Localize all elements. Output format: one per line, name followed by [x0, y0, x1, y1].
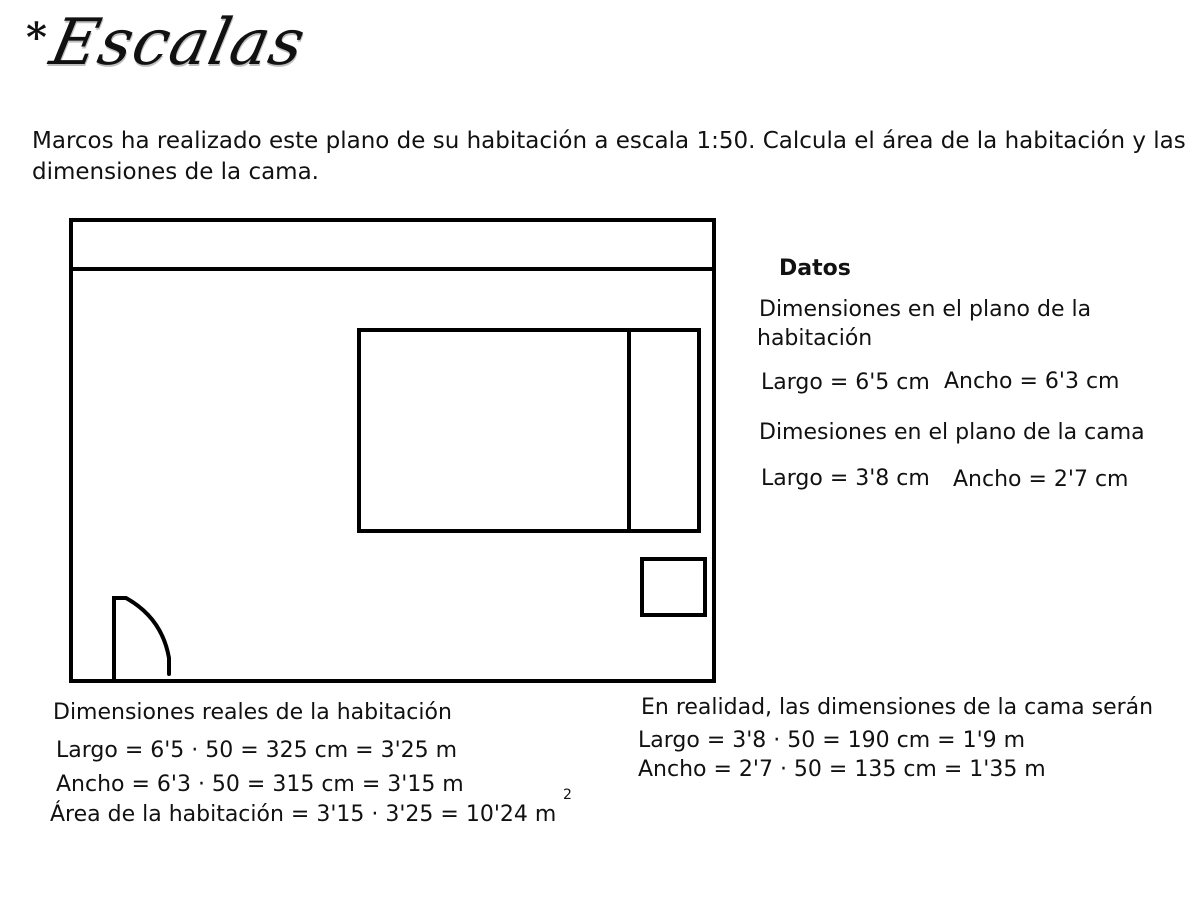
room-real-ancho: Ancho = 6'3 · 50 = 315 cm = 3'15 m — [56, 772, 464, 797]
bed-plan-ancho: Ancho = 2'7 cm — [953, 467, 1129, 492]
bed-plan-heading: Dimesiones en el plano de la cama — [759, 420, 1145, 445]
door-swing-arc — [114, 598, 169, 681]
room-plan-ancho: Ancho = 6'3 cm — [944, 369, 1120, 394]
room-plan-largo: Largo = 6'5 cm — [761, 370, 930, 395]
room-plan-heading-line1: Dimensiones en el plano de la — [759, 297, 1092, 322]
bed-plan-largo: Largo = 3'8 cm — [761, 466, 930, 491]
room-plan-heading-line2: habitación — [757, 326, 873, 351]
nightstand-outline — [642, 559, 705, 615]
bed-outline — [359, 330, 699, 531]
datos-heading: Datos — [779, 256, 851, 281]
bed-real-ancho: Ancho = 2'7 · 50 = 135 cm = 1'35 m — [638, 757, 1046, 782]
room-area: Área de la habitación = 3'15 · 3'25 = 10'24 m — [50, 802, 557, 827]
title-asterisk: * — [26, 14, 47, 61]
room-solution-heading: Dimensiones reales de la habitación — [53, 700, 452, 725]
area-exponent: 2 — [563, 787, 572, 803]
page-title: Escalas — [44, 6, 312, 80]
room-real-largo: Largo = 6'5 · 50 = 325 cm = 3'25 m — [56, 738, 458, 763]
room-outline — [71, 220, 714, 681]
problem-statement: Marcos ha realizado este plano de su habitación a escala 1:50. Calcula el área de la habitación y las dimensiones de la cama. — [32, 128, 1186, 185]
bed-real-largo: Largo = 3'8 · 50 = 190 cm = 1'9 m — [638, 728, 1026, 753]
bed-solution-heading: En realidad, las dimensiones de la cama serán — [641, 695, 1154, 720]
